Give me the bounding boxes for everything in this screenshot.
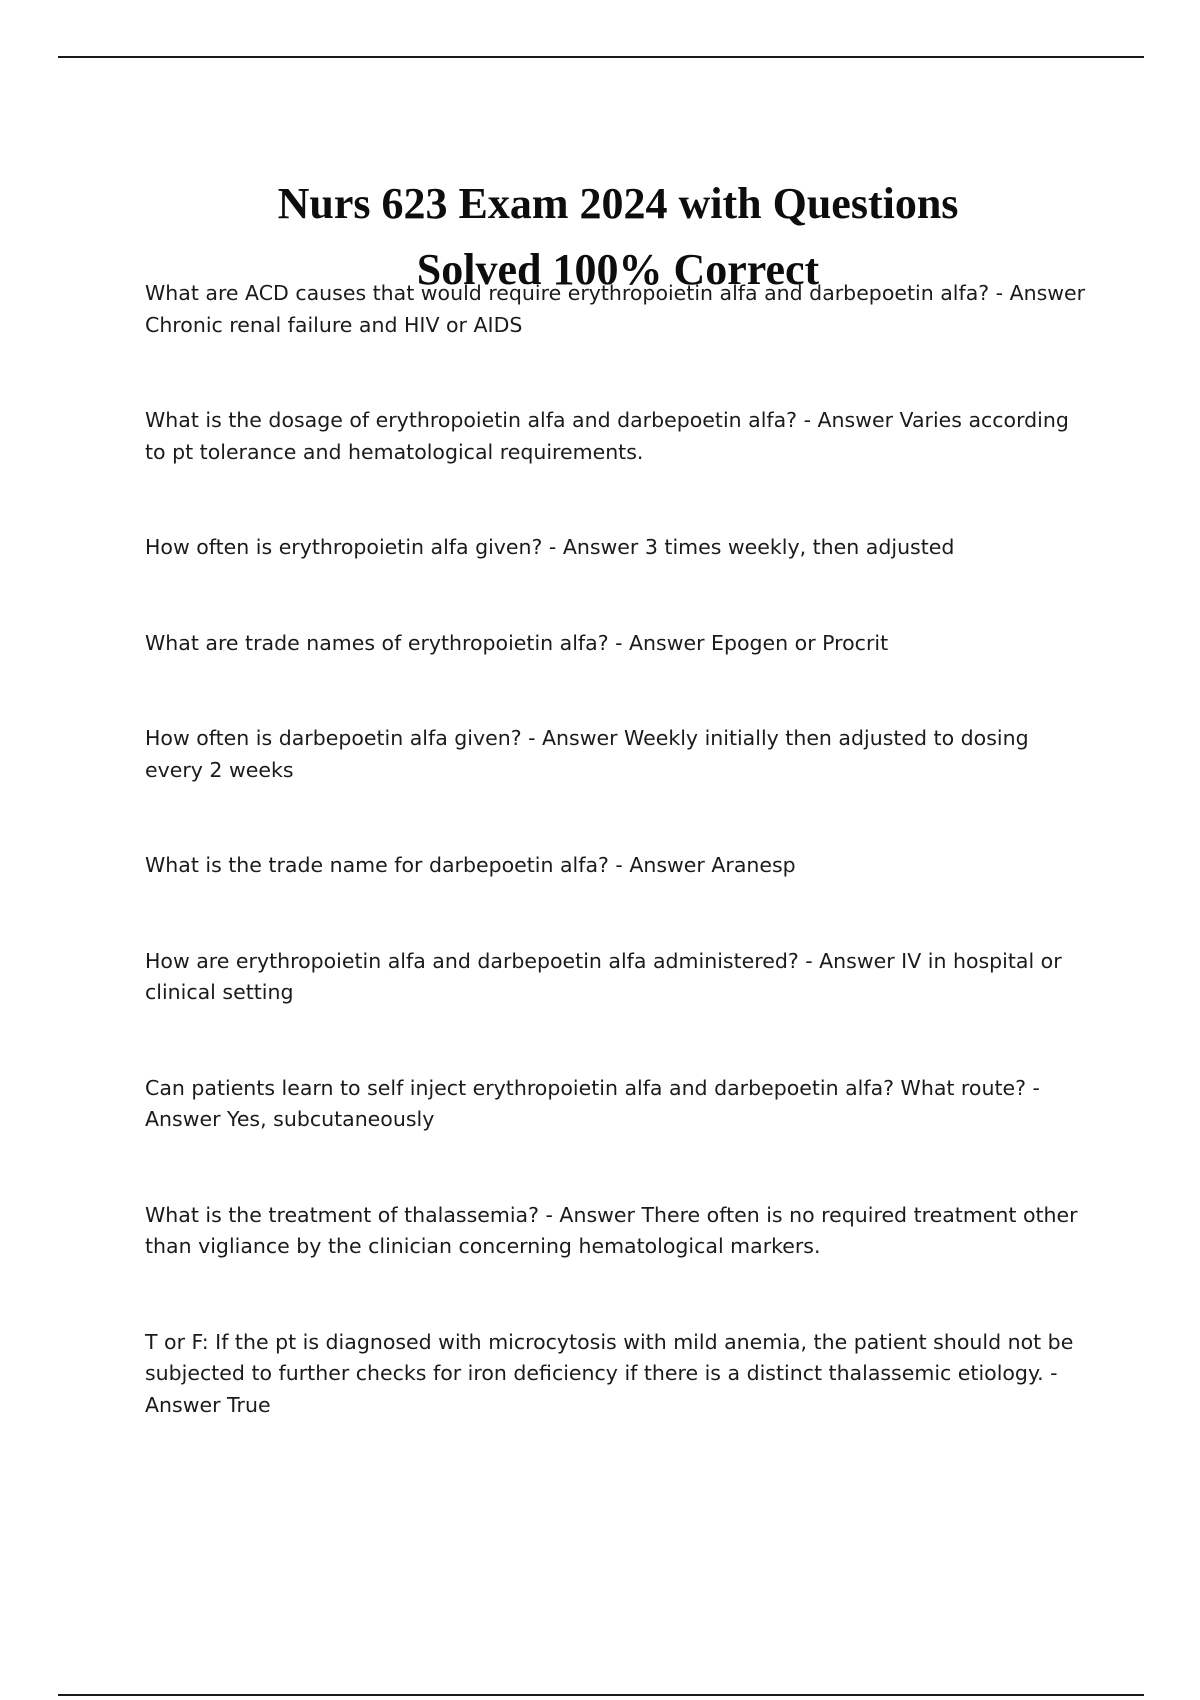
bottom-divider bbox=[58, 1694, 1144, 1696]
title-line-1: Nurs 623 Exam 2024 with Questions bbox=[277, 179, 959, 229]
qa-item-1: What are ACD causes that would require erythropoietin alfa and darbepoetin alfa? - Answer Chronic renal failure and HIV or AIDS bbox=[145, 281, 1086, 337]
qa-item-5: How often is darbepoetin alfa given? - Answer Weekly initially then adjusted to dosing every 2 weeks bbox=[145, 726, 1029, 782]
top-divider bbox=[58, 56, 1144, 58]
qa-list bbox=[145, 278, 1090, 1421]
qa-item-8: Can patients learn to self inject erythropoietin alfa and darbepoetin alfa? What route? - Answer Yes, subcutaneously bbox=[145, 1075, 1040, 1131]
qa-item-2: What is the dosage of erythropoietin alfa and darbepoetin alfa? - Answer Varies according to pt tolerance and hematological requirements. bbox=[145, 408, 1069, 464]
qa-item-6: What is the trade name for darbepoetin alfa? - Answer Aranesp bbox=[145, 853, 796, 877]
qa-item-4: What are trade names of erythropoietin alfa? - Answer Epogen or Procrit bbox=[145, 630, 889, 655]
title-line-2: Solved 100% Correct bbox=[416, 245, 820, 295]
qa-item-9: What is the treatment of thalassemia? - Answer There often is no required treatment other than vigliance by the clinician concerning hematological markers. bbox=[145, 1202, 1078, 1258]
qa-item-7: How are erythropoietin alfa and darbepoetin alfa administered? - Answer IV in hospital or clinical setting bbox=[145, 948, 1062, 1004]
qa-item-10: T or F: If the pt is diagnosed with microcytosis with mild anemia, the patient should not be subjected to further checks for iron deficiency if there is a distinct thalassemic etiology. - Answer True bbox=[145, 1329, 1074, 1417]
qa-item-3: How often is erythropoietin alfa given? - Answer 3 times weekly, then adjusted bbox=[145, 535, 955, 559]
